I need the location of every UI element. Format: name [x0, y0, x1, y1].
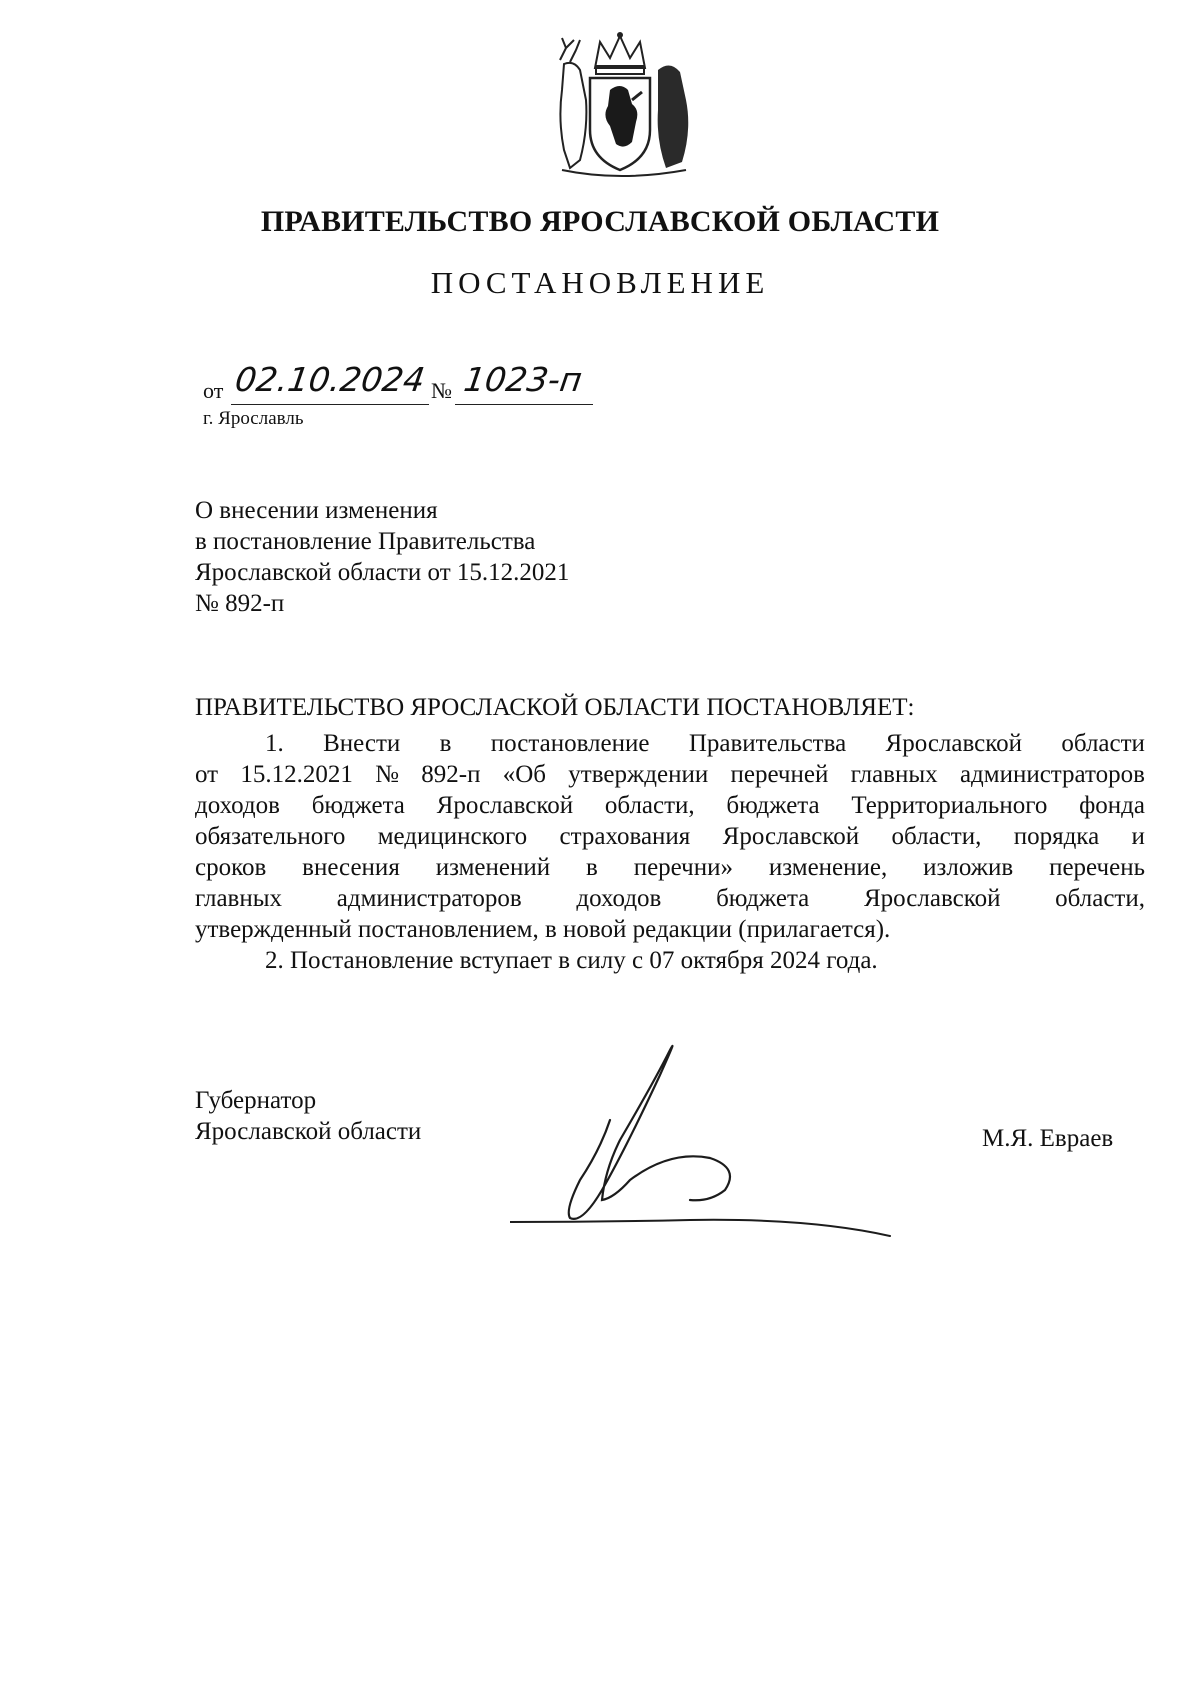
word: и [1131, 823, 1145, 850]
word: администраторов [336, 885, 522, 912]
decree-heading: ПРАВИТЕЛЬСТВО ЯРОСЛАСКОЙ ОБЛАСТИ ПОСТАНОВЛЯЕТ: [195, 694, 915, 721]
word: в [439, 730, 452, 757]
word: 15.12.2021 [240, 761, 353, 788]
word: области [1061, 730, 1145, 757]
word: изменение, [768, 854, 888, 881]
word: страхования [559, 823, 691, 850]
word: бюджета [716, 885, 810, 912]
word: Ярославской [436, 792, 574, 819]
paragraph-1-line [195, 728, 1145, 759]
document-subject [195, 495, 569, 619]
decree-body [195, 728, 1145, 976]
word: администраторов [959, 761, 1145, 788]
number-prefix: № [431, 378, 452, 403]
word: бюджета [726, 792, 820, 819]
date-prefix: от [203, 378, 224, 403]
document-type: ПОСТАНОВЛЕНИЕ [430, 265, 770, 300]
word: 1. [265, 730, 284, 757]
word: медицинского [377, 823, 528, 850]
word: «Об [502, 761, 547, 788]
word: 892-п [421, 761, 481, 788]
word: Ярославской [722, 823, 860, 850]
word: главных [850, 761, 938, 788]
subject-line: Ярославской области от 15.12.2021 [195, 559, 570, 586]
number-underline [455, 404, 593, 405]
word: Правительства [688, 730, 847, 757]
subject-line: в постановление Правительства [195, 528, 536, 555]
word: бюджета [311, 792, 405, 819]
word: постановление [490, 730, 650, 757]
word: изменений [435, 854, 551, 881]
paragraph-1-line: утвержденный постановлением, в новой редакции (прилагается). [195, 916, 891, 943]
word: Ярославской [885, 730, 1022, 757]
paragraph-1-line [195, 821, 1145, 852]
document-number: 1023-п [461, 360, 585, 399]
word: утверждении [568, 761, 709, 788]
signatory-position [195, 1085, 421, 1147]
position-line: Ярославской области [195, 1118, 422, 1145]
word: порядка [1013, 823, 1100, 850]
word: Ярославской [863, 885, 1001, 912]
word: доходов [195, 792, 280, 819]
word: изложив [923, 854, 1014, 881]
word: области, [604, 792, 695, 819]
word: Внести [323, 730, 401, 757]
word: № [375, 761, 399, 788]
coat-of-arms-icon [540, 30, 700, 180]
document-date: 02.10.2024 [232, 360, 428, 399]
word: области, [891, 823, 982, 850]
word: перечни» [633, 854, 733, 881]
handwritten-signature [510, 1040, 930, 1250]
paragraph-1-line [195, 790, 1145, 821]
word: перечней [730, 761, 829, 788]
government-name: ПРАВИТЕЛЬСТВО ЯРОСЛАВСКОЙ ОБЛАСТИ [260, 205, 940, 238]
date-underline [231, 404, 429, 405]
word: доходов [576, 885, 662, 912]
city: г. Ярославль [203, 408, 304, 429]
word: области, [1055, 885, 1145, 912]
word: главных [195, 885, 283, 912]
word: внесения [302, 854, 400, 881]
paragraph-2: 2. Постановление вступает в силу с 07 октября 2024 года. [265, 947, 878, 974]
signatory-name: М.Я. Евраев [982, 1125, 1114, 1152]
word: фонда [1079, 792, 1145, 819]
paragraph-1-line [195, 759, 1145, 790]
word: сроков [195, 854, 267, 881]
subject-line: № 892-п [195, 590, 285, 617]
word: в [586, 854, 598, 881]
paragraph-1-line [195, 852, 1145, 883]
word: перечень [1049, 854, 1145, 881]
word: Территориального [851, 792, 1048, 819]
paragraph-1-line [195, 883, 1145, 914]
subject-line: О внесении изменения [195, 497, 438, 524]
word: от [195, 761, 219, 788]
registration-line [203, 360, 623, 408]
position-line: Губернатор [195, 1087, 317, 1114]
word: обязательного [195, 823, 346, 850]
